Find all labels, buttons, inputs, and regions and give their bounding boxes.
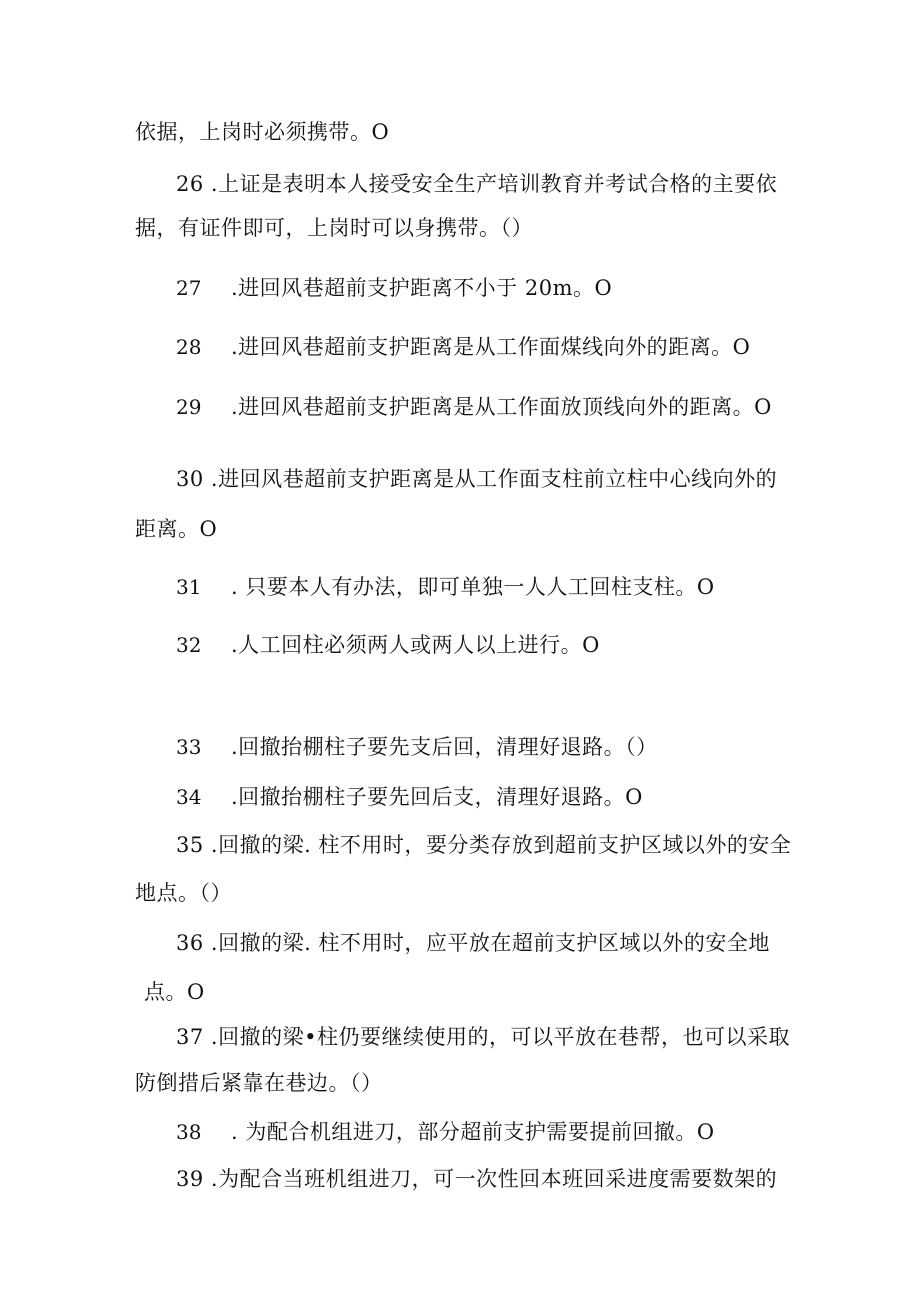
item-27-text: .进回风巷超前支护距离不小于 20m。O xyxy=(231,276,613,300)
item-29-text: .进回风巷超前支护距离是从工作面放顶线向外的距离。O xyxy=(231,395,772,419)
item-32-text: .人工回柱必须两人或两人以上进行。O xyxy=(231,633,600,657)
item-38-number: 38 xyxy=(176,1120,202,1144)
item-31-text: . 只要本人有办法，即可单独一人人工回柱支柱。O xyxy=(231,575,715,599)
item-30-line-2: 距离。O xyxy=(135,517,218,541)
item-34-number: 34 xyxy=(176,785,202,809)
item-30-line-1: 30 .进回风巷超前支护距离是从工作面支柱前立柱中心线向外的 xyxy=(176,467,778,491)
item-26-line-2: 据，有证件即可，上岗时可以身携带。（） xyxy=(135,216,533,240)
item-38-text: . 为配合机组进刀，部分超前支护需要提前回撤。O xyxy=(231,1120,715,1144)
item-32-number: 32 xyxy=(176,633,202,657)
item-37-line-1: 37 .回撤的梁•柱仍要继续使用的，可以平放在巷帮，也可以采取 xyxy=(176,1025,790,1049)
item-35-line-2: 地点。（） xyxy=(135,881,232,905)
item-36-line-2: 点。O xyxy=(144,980,205,1004)
text-line-cont-25: 依据，上岗时必须携带。O xyxy=(135,120,390,144)
item-33-text: .回撤抬棚柱子要先支后回，清理好退路。（） xyxy=(231,735,658,759)
item-28-number: 28 xyxy=(176,335,202,359)
item-37-line-2: 防倒措后紧靠在巷边。（） xyxy=(135,1071,383,1095)
item-39-line-1: 39 .为配合当班机组进刀，可一次性回本班回采进度需要数架的 xyxy=(176,1167,778,1191)
item-34-text: .回撤抬棚柱子要先回后支，清理好退路。O xyxy=(231,785,643,809)
item-36-line-1: 36 .回撤的梁. 柱不用时，应平放在超前支护区域以外的安全地 xyxy=(176,931,770,955)
item-31-number: 31 xyxy=(176,575,202,599)
item-29-number: 29 xyxy=(176,395,202,419)
item-26-line-1: 26 .上证是表明本人接受安全生产培训教育并考试合格的主要依 xyxy=(176,172,778,196)
item-27-number: 27 xyxy=(176,276,202,300)
item-35-line-1: 35 .回撤的梁. 柱不用时，要分类存放到超前支护区域以外的安全 xyxy=(176,833,792,857)
item-28-text: .进回风巷超前支护距离是从工作面煤线向外的距离。O xyxy=(231,335,751,359)
item-33-number: 33 xyxy=(176,735,202,759)
